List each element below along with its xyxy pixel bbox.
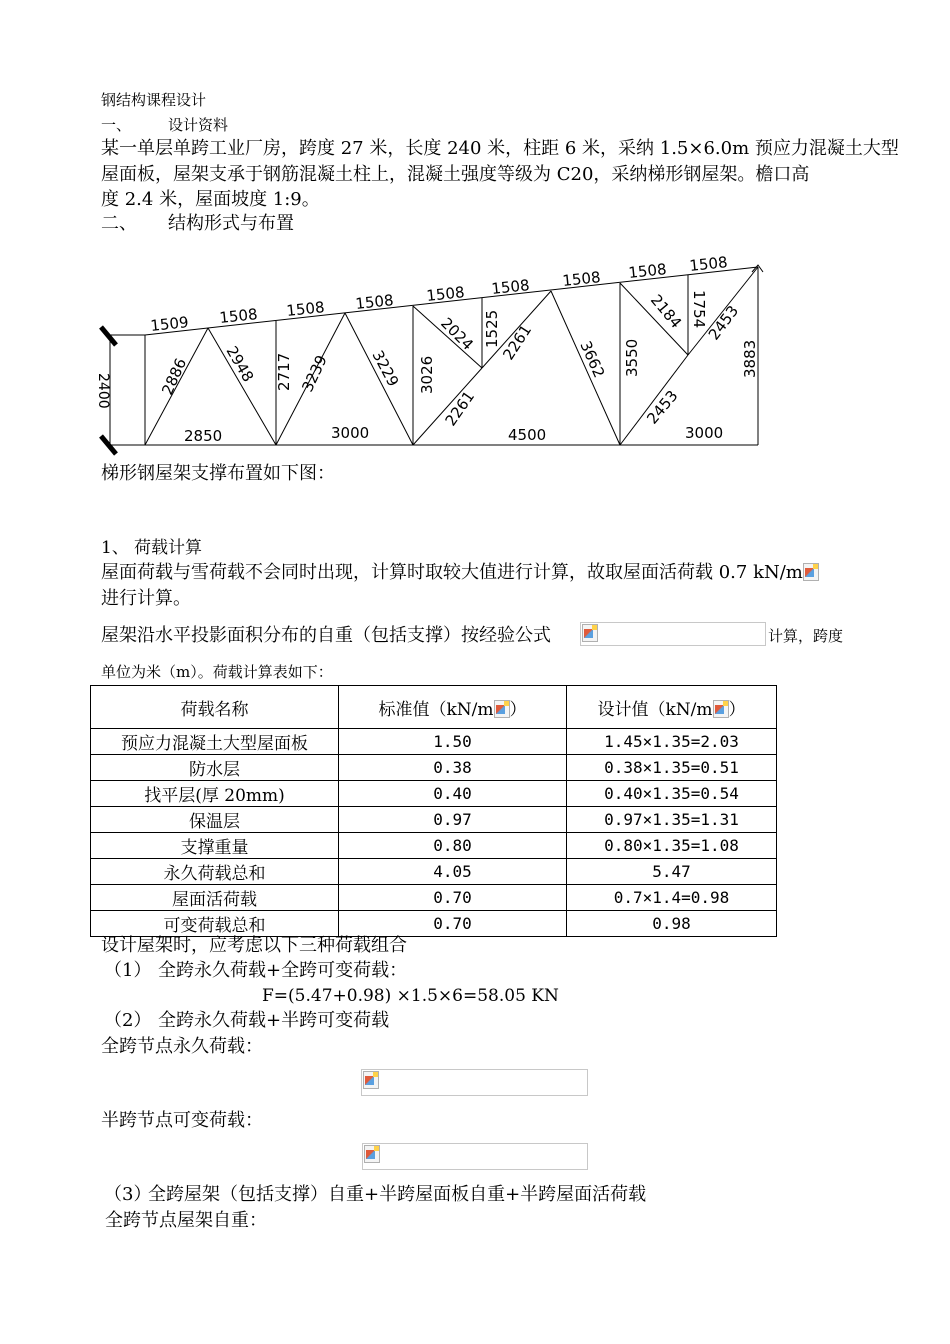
web-member-label: 2886 xyxy=(158,355,191,398)
top-chord-label: 1508 xyxy=(354,291,395,313)
load-name-cell: 防水层 xyxy=(91,755,339,781)
load-table xyxy=(90,685,777,937)
web-member-label: 1525 xyxy=(483,309,501,348)
combos-intro: 设计屋架时，应考虑以下三种荷载组合 xyxy=(101,935,407,956)
table-row xyxy=(91,859,777,885)
load-name-cell: 支撑重量 xyxy=(91,833,339,859)
bottom-chord-label: 4500 xyxy=(508,426,547,444)
design-value-cell: 5.47 xyxy=(567,859,777,885)
standard-value-cell: 4.05 xyxy=(339,859,567,885)
header-design-value xyxy=(567,686,777,729)
table-row xyxy=(91,755,777,781)
top-chord-label: 1508 xyxy=(218,305,259,327)
web-member-label: 2717 xyxy=(275,352,293,391)
standard-value-cell: 0.70 xyxy=(339,911,567,937)
design-data-line-2: 屋面板，屋架支承于钢筋混凝土柱上，混凝土强度等级为 C20，采纳梯形钢屋架。檐口高 xyxy=(101,164,810,185)
design-value-cell: 1.45×1.35=2.03 xyxy=(567,729,777,755)
formula-combo-1: F=(5.47+0.98) ×1.5×6=58.05 KN xyxy=(262,986,559,1006)
formula-image-placeholder xyxy=(580,622,766,646)
combo-1-text: 全跨永久荷载+全跨可变荷载： xyxy=(158,960,408,981)
top-support-mark xyxy=(101,327,116,345)
roof-load-paragraph-line-2: 进行计算。 xyxy=(101,588,191,609)
standard-value-cell: 0.70 xyxy=(339,885,567,911)
web-member-label: 3883 xyxy=(741,339,759,378)
broken-image-icon xyxy=(363,1071,379,1089)
header-load-name: 荷载名称 xyxy=(91,686,339,729)
table-row xyxy=(91,807,777,833)
full-span-selfweight-label: 全跨节点屋架自重： xyxy=(105,1210,267,1231)
top-chord-label: 1508 xyxy=(490,276,531,298)
bracing-caption: 梯形钢屋架支撑布置如下图： xyxy=(101,463,335,484)
table-row xyxy=(91,885,777,911)
top-chord-label: 1508 xyxy=(688,253,729,275)
bottom-chord-label: 3000 xyxy=(685,424,724,442)
combo-2-label: （2） xyxy=(104,1010,152,1031)
broken-image-icon xyxy=(364,1145,380,1163)
design-data-line-1: 某一单层单跨工业厂房，跨度 27 米，长度 240 米，柱距 6 米，采纳 1.5×6.0m 预应力混凝土大型 xyxy=(101,138,899,159)
table-header-row xyxy=(91,686,777,729)
section-1-heading: 设计资料 xyxy=(168,116,229,134)
header-standard-value xyxy=(339,686,567,729)
broken-image-icon xyxy=(582,624,598,642)
self-weight-paragraph: 屋架沿水平投影面积分布的自重（包括支撑）按经验公式 xyxy=(101,625,551,646)
design-value-cell: 0.40×1.35=0.54 xyxy=(567,781,777,807)
design-value-cell: 0.98 xyxy=(567,911,777,937)
standard-value-cell: 1.50 xyxy=(339,729,567,755)
header-standard-close: ） xyxy=(509,699,527,720)
full-span-permanent-label: 全跨节点永久荷载： xyxy=(101,1036,263,1057)
web-member-label: 1754 xyxy=(690,290,708,329)
roof-load-paragraph-line-1 xyxy=(101,562,819,584)
web-member-label: 2184 xyxy=(646,291,686,332)
table-row xyxy=(91,833,777,859)
web-member-label: 2453 xyxy=(704,302,743,344)
broken-image-icon xyxy=(803,563,819,581)
web-member-label: 3662 xyxy=(576,338,609,381)
table-row xyxy=(91,781,777,807)
top-chord-label: 1508 xyxy=(285,298,326,320)
formula-image-placeholder xyxy=(361,1069,588,1096)
broken-image-icon xyxy=(713,700,729,718)
top-chord-label: 1508 xyxy=(425,283,466,305)
formula-image-placeholder xyxy=(362,1143,588,1170)
design-value-cell: 0.7×1.4=0.98 xyxy=(567,885,777,911)
table-row xyxy=(91,729,777,755)
load-name-cell: 预应力混凝土大型屋面板 xyxy=(91,729,339,755)
section-2-heading: 结构形式与布置 xyxy=(168,213,294,234)
combo-3-label: （3） xyxy=(104,1184,152,1205)
table-intro: 单位为米（m）。荷载计算表如下： xyxy=(101,663,333,681)
combo-3-text: 全跨屋架（包括支撑）自重+半跨屋面板自重+半跨屋面活荷载 xyxy=(148,1184,647,1205)
half-span-variable-label: 半跨节点可变荷载： xyxy=(101,1110,263,1131)
load-name-cell: 保温层 xyxy=(91,807,339,833)
web-member-label: 3550 xyxy=(623,338,641,377)
load-name-cell: 屋面活荷载 xyxy=(91,885,339,911)
top-chord-label: 1508 xyxy=(561,268,602,290)
section-2-number: 二、 xyxy=(101,213,137,234)
design-value-cell: 0.38×1.35=0.51 xyxy=(567,755,777,781)
design-data-line-3: 度 2.4 米，屋面坡度 1:9。 xyxy=(101,189,320,210)
design-value-cell: 0.97×1.35=1.31 xyxy=(567,807,777,833)
header-design-close: ） xyxy=(728,699,746,720)
load-section-number: 1、 xyxy=(101,538,129,558)
standard-value-cell: 0.38 xyxy=(339,755,567,781)
standard-value-cell: 0.97 xyxy=(339,807,567,833)
web-member-label: 2261 xyxy=(441,387,479,430)
bottom-chord-label: 3000 xyxy=(331,424,370,442)
web-member-label: 2261 xyxy=(499,321,536,364)
section-1-number: 一、 xyxy=(101,116,132,134)
load-name-cell: 找平层(厚 20mm) xyxy=(91,781,339,807)
table-row xyxy=(91,911,777,937)
load-name-cell: 可变荷载总和 xyxy=(91,911,339,937)
roof-load-text: 屋面荷载与雪荷载不会同时出现，计算时取较大值进行计算，故取屋面活荷载 0.7 kN/m xyxy=(101,562,803,583)
combo-2-text: 全跨永久荷载+半跨可变荷载 xyxy=(158,1010,390,1031)
self-weight-paragraph-end: 计算，跨度 xyxy=(768,627,844,645)
standard-value-cell: 0.80 xyxy=(339,833,567,859)
load-section-heading: 荷载计算 xyxy=(134,538,202,558)
web-member-label: 2024 xyxy=(437,314,477,354)
truss-diagram xyxy=(0,0,950,470)
web-member-label: 2948 xyxy=(222,343,258,386)
web-member-label: 3239 xyxy=(298,352,331,395)
height-label: 2400 xyxy=(95,373,111,409)
top-chord-label: 1509 xyxy=(149,313,190,335)
design-value-cell: 0.80×1.35=1.08 xyxy=(567,833,777,859)
web-member-label: 3229 xyxy=(368,347,403,390)
standard-value-cell: 0.40 xyxy=(339,781,567,807)
web-member-label: 2453 xyxy=(643,386,682,428)
broken-image-icon xyxy=(494,700,510,718)
header-design-text: 设计值（kN/m xyxy=(597,699,713,720)
document-title: 钢结构课程设计 xyxy=(101,91,207,109)
header-standard-text: 标准值（kN/m xyxy=(378,699,494,720)
top-chord-label: 1508 xyxy=(627,260,668,282)
load-name-cell: 永久荷载总和 xyxy=(91,859,339,885)
bottom-chord-label: 2850 xyxy=(184,427,223,445)
web-member-label: 3026 xyxy=(418,355,436,394)
combo-1-label: （1） xyxy=(104,960,152,981)
